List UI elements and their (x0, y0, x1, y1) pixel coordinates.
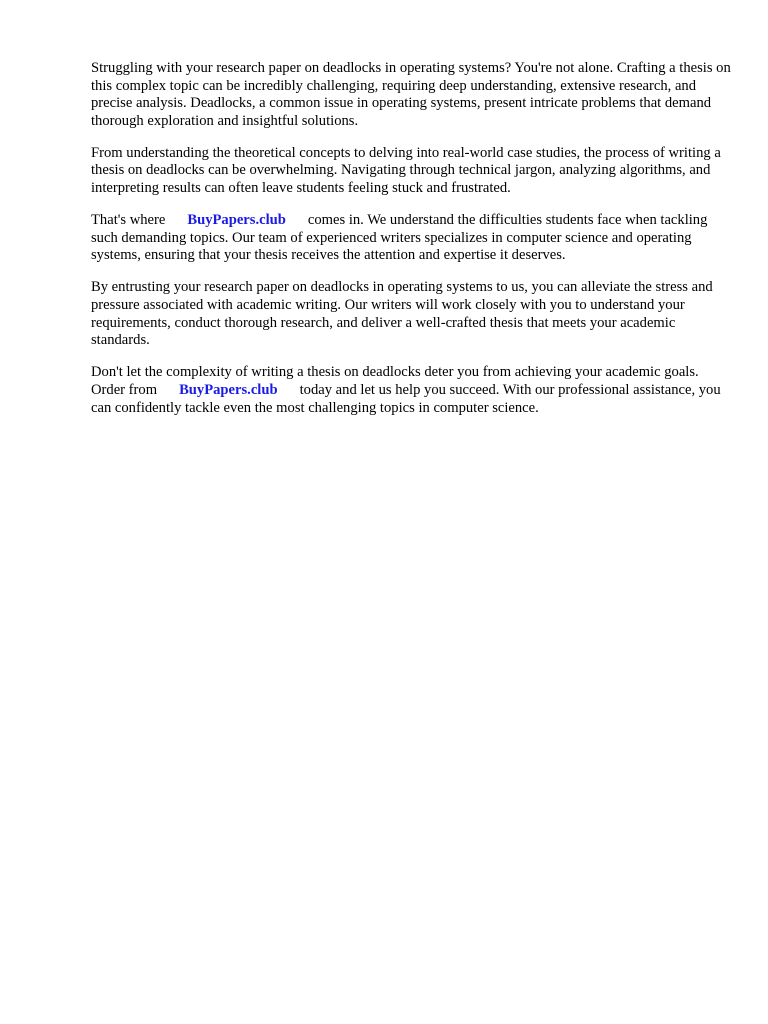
paragraph-call-to-action (91, 364, 731, 417)
paragraph-benefits: By entrusting your research paper on deadlocks in operating systems to us, you can alleviate the stress and pressure associated with academic writing. Our writers will work closely with you to understand your requirements, conduct thorough research, and deliver a well-crafted thesis that meets your academic standards. (91, 279, 713, 349)
document-body (91, 60, 731, 432)
paragraph-text-segment: today and let us help you succeed. With our professional assistance, you can confidently tackle even the most challenging topics in computer science. (91, 381, 721, 416)
paragraph-text-segment: Don't let the complexity of writing a thesis on deadlocks deter you from achieving your academic goals. Order from (91, 364, 699, 398)
buypapers-link[interactable]: BuyPapers.club (187, 212, 286, 229)
paragraph-text-segment: That's where (91, 212, 166, 229)
paragraph-text-segment: comes in. We understand the difficulties students face when tackling such demanding topics. Our team of experienced writers specializes in computer science and operating systems, ensuring that your thesis receives the attention and expertise it deserves. (91, 212, 708, 264)
buypapers-link[interactable]: BuyPapers.club (179, 381, 278, 398)
paragraph-service-intro (91, 212, 731, 265)
paragraph-intro: Struggling with your research paper on deadlocks in operating systems? You're not alone. Crafting a thesis on this complex topic can be incredibly challenging, requiring deep understanding, extensive research, and precise analysis. Deadlocks, a common issue in operating systems, present intricate problems that demand thorough exploration and insightful solutions. (91, 60, 731, 129)
paragraph-challenges: From understanding the theoretical concepts to delving into real-world case studies, the process of writing a thesis on deadlocks can be overwhelming. Navigating through technical jargon, analyzing algorithms, and interpreting results can often leave students feeling stuck and frustrated. (91, 144, 721, 197)
